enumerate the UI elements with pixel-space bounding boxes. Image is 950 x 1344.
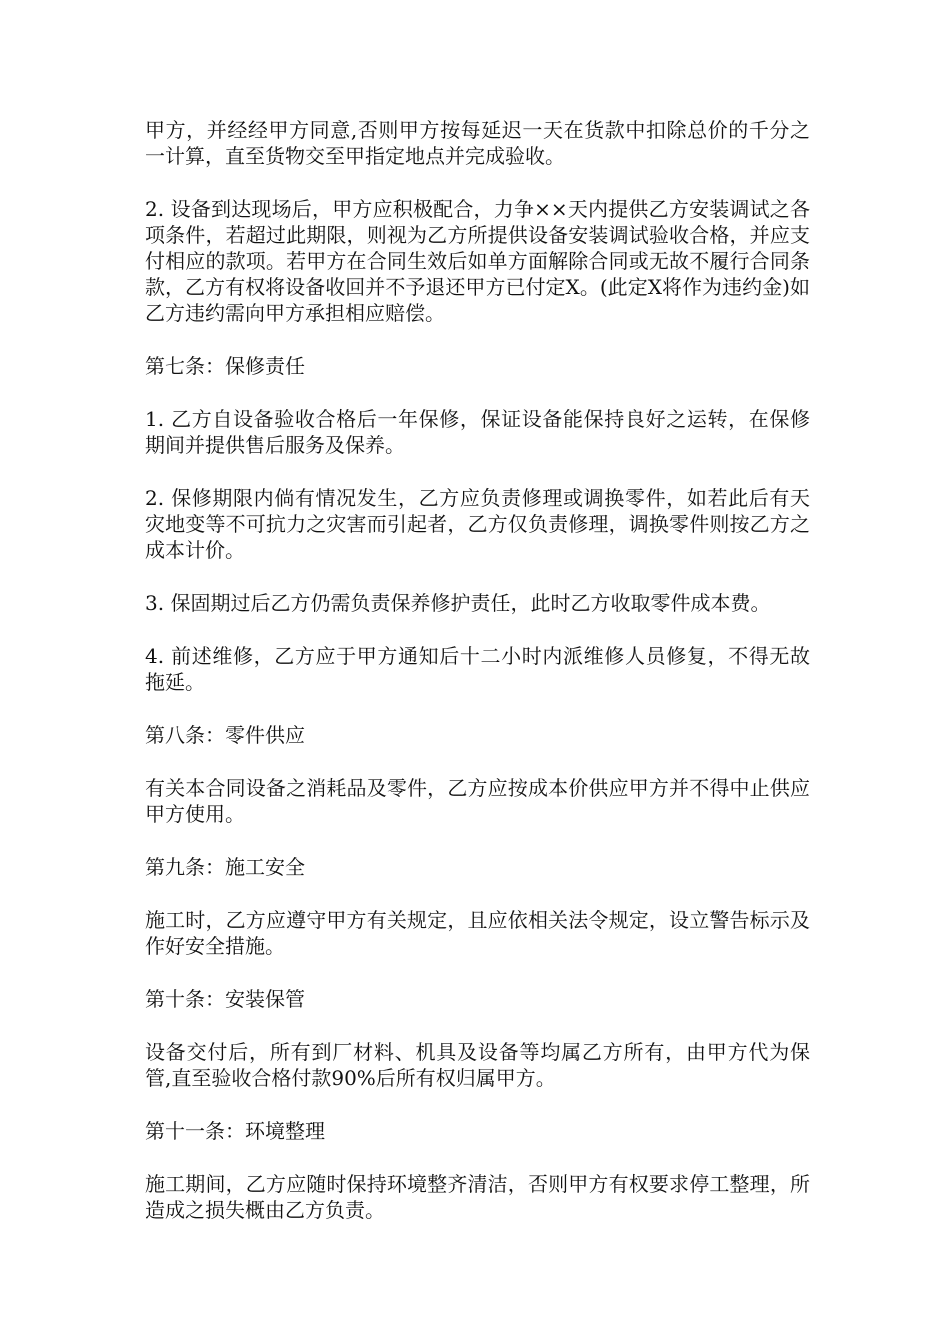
paragraph-continuation: 甲方，并经经甲方同意,否则甲方按每延迟一天在货款中扣除总价的千分之一计算，直至货物交至甲指定地点并完成验收。: [145, 118, 810, 168]
heading-article-8: 第八条：零件供应: [145, 723, 305, 747]
paragraph-clause-7-3: 3. 保固期过后乙方仍需负责保养修护责任，此时乙方收取零件成本费。: [145, 591, 771, 615]
document-page: [145, 117, 810, 1250]
paragraph-article-10: 设备交付后，所有到厂材料、机具及设备等均属乙方所有，由甲方代为保管,直至验收合格付款90%后所有权归属甲方。: [145, 1040, 810, 1090]
paragraph-clause-6-2: 2. 设备到达现场后，甲方应积极配合，力争××天内提供乙方安装调试之各项条件，若超过此期限，则视为乙方所提供设备安装调试验收合格，并应支付相应的款项。若甲方在合同生效后如单方面解除合同或无故不履行合同条款，乙方有权将设备收回并不予退还甲方已付定X。(此定X将作为违约金)如乙方违约需向甲方承担相应赔偿。: [145, 197, 810, 325]
heading-article-10: 第十条：安装保管: [145, 987, 305, 1011]
heading-article-9: 第九条：施工安全: [145, 855, 305, 879]
paragraph-clause-7-4: 4. 前述维修，乙方应于甲方通知后十二小时内派维修人员修复，不得无故拖延。: [145, 644, 810, 694]
heading-article-11: 第十一条：环境整理: [145, 1119, 325, 1143]
paragraph-article-8: 有关本合同设备之消耗品及零件，乙方应按成本价供应甲方并不得中止供应甲方使用。: [145, 776, 810, 826]
paragraph-article-11: 施工期间，乙方应随时保持环境整齐清洁，否则甲方有权要求停工整理，所造成之损失概由乙方负责。: [145, 1172, 810, 1222]
heading-article-7: 第七条：保修责任: [145, 354, 305, 378]
paragraph-article-9: 施工时，乙方应遵守甲方有关规定，且应依相关法令规定，设立警告标示及作好安全措施。: [145, 908, 810, 958]
paragraph-clause-7-2: 2. 保修期限内倘有情况发生，乙方应负责修理或调换零件，如若此后有天灾地变等不可抗力之灾害而引起者，乙方仅负责修理，调换零件则按乙方之成本计价。: [145, 486, 810, 562]
paragraph-clause-7-1: 1. 乙方自设备验收合格后一年保修，保证设备能保持良好之运转，在保修期间并提供售后服务及保养。: [145, 407, 810, 457]
